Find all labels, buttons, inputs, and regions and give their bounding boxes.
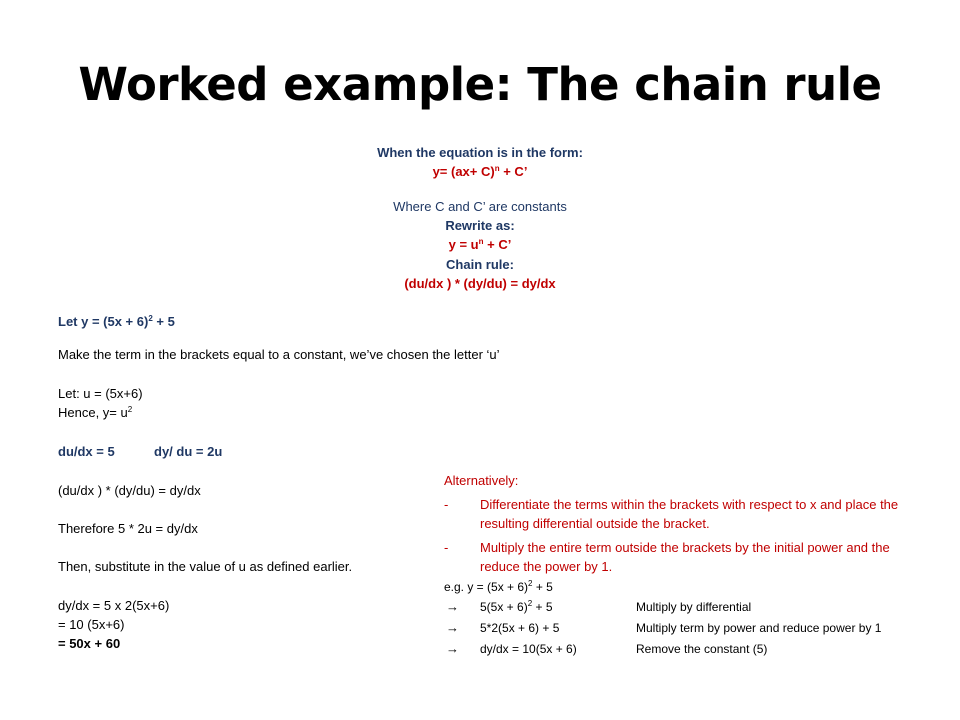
result-line-1: dy/dx = 5 x 2(5x+6) xyxy=(58,598,170,613)
dy-du-value: dy/ du = 2u xyxy=(154,444,223,459)
arrow-icon: → xyxy=(446,599,459,614)
example-equation: e.g. $y = (5x + 6)^2 + 5$ xyxy=(444,579,553,594)
du-dx-value: du/dx = 5 xyxy=(58,444,115,459)
let-y-definition: Let $y = (5x + 6)^2 + 5$ xyxy=(58,314,175,329)
bullet-marker: - xyxy=(444,540,449,555)
let-u-definition: Let: u = (5x+6) xyxy=(58,386,143,401)
chain-rule-repeat: (du/dx ) * (dy/du) = dy/dx xyxy=(58,483,201,498)
alternative-heading: Alternatively: xyxy=(444,473,519,488)
substitution-instruction: Make the term in the brackets equal to a constant, we’ve chosen the letter ‘u’ xyxy=(58,347,500,362)
step-2-expression: 5*2(5x + 6) + 5 xyxy=(480,621,560,635)
alternative-bullet-1: Differentiate the terms within the brackets with respect to x and place the resulting differential outside the bracket. xyxy=(480,497,899,531)
slide-title: Worked example: The chain rule xyxy=(78,58,882,111)
rewrite-equation: $y = u^n + C$’ xyxy=(448,237,512,252)
form-equation: $y= (ax+ C)^n + C$’ xyxy=(432,164,528,179)
arrow-icon: → xyxy=(446,620,459,635)
result-line-2: = 10 (5x+6) xyxy=(58,617,125,632)
step-1-expression: $5(5x + 6)^2 + 5$ xyxy=(480,599,553,614)
substitute-line: Then, substitute in the value of u as defined earlier. xyxy=(58,559,353,574)
step-2-note: Multiply term by power and reduce power by 1 xyxy=(636,621,882,635)
arrow-icon: → xyxy=(446,641,459,656)
chain-rule-heading: Chain rule: xyxy=(446,257,514,272)
step-1-note: Multiply by differential xyxy=(636,600,752,614)
step-3-expression: dy/dx = 10(5x + 6) xyxy=(480,642,577,656)
rewrite-heading: Rewrite as: xyxy=(445,218,515,233)
hence-y-in-u: Hence, $y= u^2$ xyxy=(58,405,133,420)
alternative-bullet-2: Multiply the entire term outside the brackets by the initial power and the reduce the power by 1. xyxy=(480,540,890,574)
step-3-note: Remove the constant (5) xyxy=(636,642,768,656)
final-answer: = 50x + 60 xyxy=(58,636,121,651)
chain-rule-formula: (du/dx ) * (dy/du) = dy/dx xyxy=(404,276,556,291)
bullet-marker: - xyxy=(444,497,449,512)
form-heading: When the equation is in the form: xyxy=(377,145,583,160)
constants-note: Where C and C’ are constants xyxy=(393,199,567,214)
therefore-line: Therefore 5 * 2u = dy/dx xyxy=(58,521,198,536)
